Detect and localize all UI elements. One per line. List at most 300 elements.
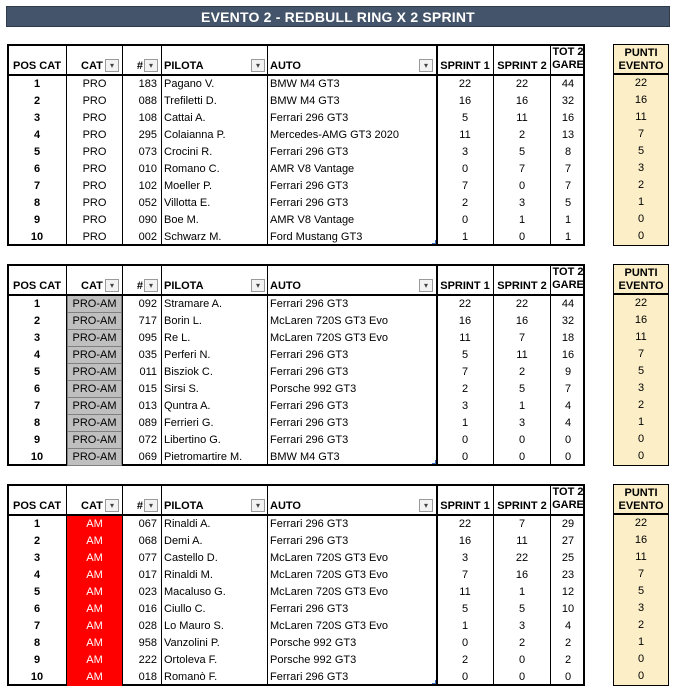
header-pos-cat: POS CAT: [13, 280, 62, 292]
sprint-2-cell: 0: [518, 654, 526, 666]
category-cell: AM: [67, 533, 122, 550]
pilota-cell: Rinaldi M.: [164, 569, 213, 581]
sprint-2-cell: 5: [518, 603, 526, 615]
auto-cell: McLaren 720S GT3 Evo: [270, 620, 389, 632]
sprint-1-cell: 0: [461, 163, 469, 175]
header-sprint-1: SPRINT 1: [440, 280, 490, 292]
auto-cell: Ferrari 296 GT3: [270, 146, 349, 158]
header-number: #: [136, 280, 143, 292]
auto-filter-button[interactable]: ▾: [419, 59, 433, 72]
category-cell: PRO-AM: [67, 330, 122, 347]
table-row: [9, 296, 583, 313]
header-tot-line-1: TOT 2: [552, 46, 584, 58]
pilota-cell: Pagano V.: [164, 78, 215, 90]
table-row: [9, 533, 583, 550]
auto-cell: Ferrari 296 GT3: [270, 366, 349, 378]
auto-cell: Ferrari 296 GT3: [270, 400, 349, 412]
category-cell: AM: [67, 601, 122, 618]
punti-evento-cell: 3: [637, 602, 645, 614]
pilota-cell: Ferrieri G.: [164, 417, 214, 429]
sprint-2-cell: 2: [518, 366, 526, 378]
category-cell: AM: [67, 567, 122, 584]
pilota-filter-button[interactable]: ▾: [251, 499, 265, 512]
auto-filter-button[interactable]: ▾: [419, 279, 433, 292]
pilota-cell: Romanò F.: [164, 671, 218, 683]
tot-gare-cell: 9: [564, 366, 572, 378]
car-number-cell: 068: [138, 535, 157, 547]
sprint-1-cell: 2: [461, 197, 469, 209]
category-cell: PRO-AM: [67, 347, 122, 364]
sprint-1-cell: 0: [461, 637, 469, 649]
category-cell: PRO-AM: [67, 313, 122, 330]
category-cell: PRO: [82, 214, 107, 226]
punti-evento-cell: 0: [637, 213, 645, 225]
header-punti-line-1: PUNTI: [624, 47, 658, 59]
punti-evento-cell: 0: [637, 670, 645, 682]
sprint-2-cell: 7: [518, 163, 526, 175]
header-pilota: PILOTA: [164, 280, 204, 292]
pilota-cell: Lo Mauro S.: [164, 620, 224, 632]
tot-gare-cell: 32: [561, 95, 575, 107]
category-cell: PRO-AM: [67, 364, 122, 381]
sprint-1-cell: 11: [459, 332, 471, 344]
punti-evento-cell: 16: [634, 314, 648, 326]
pos-cat-cell: 1: [33, 298, 41, 310]
sprint-1-cell: 11: [459, 129, 471, 141]
table-row: [9, 669, 583, 686]
sprint-2-cell: 0: [518, 231, 526, 243]
table-row: [9, 110, 583, 127]
pos-cat-cell: 7: [33, 620, 41, 632]
pilota-cell: Colaianna P.: [164, 129, 226, 141]
pos-cat-cell: 5: [33, 586, 41, 598]
pos-cat-cell: 3: [33, 552, 41, 564]
sprint-2-cell: 22: [515, 552, 529, 564]
table-resize-handle[interactable]: [432, 460, 436, 464]
car-number-cell: 017: [138, 569, 157, 581]
car-number-cell: 073: [138, 146, 157, 158]
punti-evento-cell: 22: [634, 517, 648, 529]
pilota-cell: Borin L.: [164, 315, 202, 327]
car-number-cell: 018: [138, 671, 157, 683]
pilota-cell: Trefiletti D.: [164, 95, 217, 107]
header-tot-line-2: GARE: [552, 279, 584, 291]
auto-cell: Ferrari 296 GT3: [270, 434, 349, 446]
punti-evento-cell: 11: [635, 111, 647, 123]
sprint-1-cell: 1: [461, 620, 469, 632]
tot-gare-cell: 7: [564, 180, 572, 192]
punti-evento-cell: 11: [635, 331, 647, 343]
punti-evento-table: [613, 484, 669, 686]
tot-gare-cell: 25: [561, 552, 575, 564]
table-row: [9, 567, 583, 584]
header-pilota: PILOTA: [164, 500, 204, 512]
pilota-cell: Quntra A.: [164, 400, 211, 412]
sprint-1-cell: 7: [461, 180, 469, 192]
table-row: [9, 212, 583, 229]
pilota-filter-button[interactable]: ▾: [251, 279, 265, 292]
sprint-2-cell: 2: [518, 637, 526, 649]
car-number-cell: 028: [138, 620, 157, 632]
sprint-1-cell: 0: [461, 671, 469, 683]
punti-evento-cell: 22: [634, 297, 648, 309]
category-cell: PRO-AM: [67, 432, 122, 449]
table-resize-handle[interactable]: [432, 680, 436, 684]
punti-evento-cell: 0: [637, 230, 645, 242]
sprint-2-cell: 0: [518, 434, 526, 446]
standings-block-am: [7, 484, 669, 686]
punti-evento-cell: 22: [634, 77, 648, 89]
header-tot-line-2: GARE: [552, 59, 584, 71]
pilota-cell: Ortoleva F.: [164, 654, 218, 666]
punti-evento-cell: 0: [637, 433, 645, 445]
header-punti-line-2: EVENTO: [618, 500, 664, 512]
sprint-1-cell: 3: [461, 400, 469, 412]
pos-cat-cell: 4: [33, 129, 41, 141]
auto-cell: Ferrari 296 GT3: [270, 349, 349, 361]
sprint-1-cell: 11: [459, 586, 471, 598]
header-sprint-1: SPRINT 1: [440, 60, 490, 72]
sprint-1-cell: 3: [461, 552, 469, 564]
header-auto: AUTO: [270, 500, 301, 512]
table-row: [9, 449, 583, 466]
sprint-2-cell: 22: [515, 78, 529, 90]
header-auto: AUTO: [270, 60, 301, 72]
auto-cell: Ferrari 296 GT3: [270, 671, 349, 683]
header-punti-line-2: EVENTO: [618, 280, 664, 292]
pos-cat-cell: 3: [33, 112, 41, 124]
car-number-cell: 108: [138, 112, 157, 124]
auto-cell: Ferrari 296 GT3: [270, 197, 349, 209]
car-number-cell: 183: [138, 78, 157, 90]
punti-evento-cell: 7: [637, 128, 645, 140]
punti-evento-cell: 7: [637, 568, 645, 580]
header-sprint-2: SPRINT 2: [497, 60, 547, 72]
tot-gare-cell: 7: [564, 383, 572, 395]
pos-cat-cell: 9: [33, 214, 41, 226]
header-punti-line-1: PUNTI: [624, 267, 658, 279]
standings-block-pro: [7, 44, 669, 246]
pos-cat-cell: 7: [33, 400, 41, 412]
car-number-cell: 088: [138, 95, 157, 107]
sprint-2-cell: 1: [518, 586, 526, 598]
header-tot-gare: [551, 266, 585, 294]
standings-table: [7, 484, 585, 686]
sprint-2-cell: 3: [518, 197, 526, 209]
table-row: [9, 229, 583, 246]
pos-cat-cell: 4: [33, 569, 41, 581]
car-number-cell: 092: [138, 298, 157, 310]
auto-cell: Ferrari 296 GT3: [270, 417, 349, 429]
sprint-1-cell: 2: [461, 654, 469, 666]
punti-evento-cell: 3: [637, 382, 645, 394]
header-punti-line-1: PUNTI: [624, 487, 658, 499]
table-row: [9, 432, 583, 449]
category-cell: AM: [67, 669, 122, 686]
pilota-cell: Crocini R.: [164, 146, 213, 158]
car-number-cell: 015: [138, 383, 157, 395]
auto-cell: Ferrari 296 GT3: [270, 298, 349, 310]
tot-gare-cell: 8: [564, 146, 572, 158]
sprint-2-cell: 16: [515, 95, 529, 107]
pos-cat-cell: 9: [33, 434, 41, 446]
sprint-2-cell: 2: [518, 129, 526, 141]
tot-gare-cell: 16: [561, 112, 575, 124]
tot-gare-cell: 13: [561, 129, 575, 141]
header-number: #: [136, 60, 143, 72]
category-cell: PRO: [82, 129, 107, 141]
category-cell: AM: [67, 584, 122, 601]
punti-evento-table: [613, 44, 669, 246]
table-row: [9, 618, 583, 635]
pos-cat-cell: 9: [33, 654, 41, 666]
table-row: [9, 347, 583, 364]
tot-gare-cell: 0: [564, 434, 572, 446]
pos-cat-cell: 1: [33, 78, 41, 90]
pos-cat-cell: 8: [33, 197, 41, 209]
standings-block-pro-am: [7, 264, 669, 466]
pos-cat-cell: 10: [30, 671, 44, 683]
sprint-1-cell: 16: [458, 535, 472, 547]
pilota-cell: Libertino G.: [164, 434, 221, 446]
sprint-1-cell: 5: [461, 349, 469, 361]
number-filter-button[interactable]: ▾: [144, 59, 158, 72]
category-cell: AM: [67, 516, 122, 533]
standings-table: [7, 44, 585, 246]
sprint-1-cell: 1: [461, 231, 469, 243]
header-pilota: PILOTA: [164, 60, 204, 72]
sprint-2-cell: 11: [516, 349, 528, 361]
category-cell: PRO-AM: [67, 449, 122, 466]
pos-cat-cell: 10: [30, 231, 44, 243]
punti-evento-cell: 3: [637, 162, 645, 174]
sprint-2-cell: 16: [515, 569, 529, 581]
car-number-cell: 069: [138, 451, 157, 463]
sprint-2-cell: 0: [518, 451, 526, 463]
pilota-filter-button[interactable]: ▾: [251, 59, 265, 72]
punti-evento-cell: 2: [637, 399, 645, 411]
car-number-cell: 010: [138, 163, 157, 175]
auto-filter-button[interactable]: ▾: [419, 499, 433, 512]
car-number-cell: 016: [138, 603, 157, 615]
pos-cat-cell: 5: [33, 366, 41, 378]
pilota-cell: Romano C.: [164, 163, 220, 175]
sprint-1-cell: 5: [461, 112, 469, 124]
header-punti-evento: [614, 485, 668, 515]
table-row: [9, 161, 583, 178]
pos-cat-cell: 7: [33, 180, 41, 192]
auto-cell: Ferrari 296 GT3: [270, 112, 349, 124]
table-row: [9, 93, 583, 110]
tot-gare-cell: 44: [561, 78, 575, 90]
table-row: [9, 652, 583, 669]
sprint-1-cell: 3: [461, 146, 469, 158]
header-cat-label: CAT: [81, 280, 103, 292]
header-tot-gare: [551, 46, 585, 74]
header-auto: AUTO: [270, 280, 301, 292]
pos-cat-cell: 6: [33, 383, 41, 395]
punti-evento-cell: 5: [637, 365, 645, 377]
sprint-2-cell: 16: [515, 315, 529, 327]
pos-cat-cell: 6: [33, 163, 41, 175]
car-number-cell: 958: [138, 637, 157, 649]
tot-gare-cell: 4: [564, 620, 572, 632]
header-punti-evento: [614, 265, 668, 295]
auto-cell: Porsche 992 GT3: [270, 637, 357, 649]
sprint-1-cell: 0: [461, 214, 469, 226]
pilota-cell: Villotta E.: [164, 197, 211, 209]
sprint-2-cell: 0: [518, 180, 526, 192]
header-pos-cat: POS CAT: [13, 500, 62, 512]
table-row: [9, 601, 583, 618]
number-filter-button[interactable]: ▾: [144, 279, 158, 292]
category-cell: PRO-AM: [67, 398, 122, 415]
table-row: [9, 178, 583, 195]
pilota-cell: Bisziok C.: [164, 366, 213, 378]
sprint-2-cell: 5: [518, 146, 526, 158]
car-number-cell: 077: [138, 552, 157, 564]
cat-filter-button[interactable]: ▾: [105, 279, 119, 292]
sprint-2-cell: 3: [518, 417, 526, 429]
sprint-1-cell: 22: [458, 78, 472, 90]
header-cat-label: CAT: [81, 60, 103, 72]
punti-evento-cell: 7: [637, 348, 645, 360]
punti-evento-cell: 1: [637, 416, 645, 428]
category-cell: AM: [67, 635, 122, 652]
punti-evento-cell: 1: [637, 636, 645, 648]
sprint-1-cell: 7: [461, 366, 469, 378]
tot-gare-cell: 7: [564, 163, 572, 175]
auto-cell: Ferrari 296 GT3: [270, 180, 349, 192]
cat-filter-button[interactable]: ▾: [105, 499, 119, 512]
pos-cat-cell: 1: [33, 518, 41, 530]
pilota-cell: Schwarz M.: [164, 231, 222, 243]
auto-cell: McLaren 720S GT3 Evo: [270, 586, 389, 598]
header-number: #: [136, 500, 143, 512]
auto-cell: Ford Mustang GT3: [270, 231, 363, 243]
pilota-cell: Sirsi S.: [164, 383, 199, 395]
pilota-cell: Moeller P.: [164, 180, 213, 192]
car-number-cell: 067: [138, 518, 157, 530]
number-filter-button[interactable]: ▾: [144, 499, 158, 512]
sprint-2-cell: 11: [516, 535, 528, 547]
pilota-cell: Demi A.: [164, 535, 203, 547]
pilota-cell: Ciullo C.: [164, 603, 206, 615]
car-number-cell: 222: [138, 654, 157, 666]
header-cat-label: CAT: [81, 500, 103, 512]
table-row: [9, 398, 583, 415]
sprint-1-cell: 16: [458, 315, 472, 327]
pilota-cell: Pietromartire M.: [164, 451, 243, 463]
tot-gare-cell: 2: [564, 637, 572, 649]
punti-evento-cell: 11: [635, 551, 647, 563]
auto-cell: Mercedes-AMG GT3 2020: [270, 129, 399, 141]
punti-evento-cell: 5: [637, 585, 645, 597]
sprint-1-cell: 0: [461, 451, 469, 463]
tot-gare-cell: 4: [564, 400, 572, 412]
header-tot-line-1: TOT 2: [552, 486, 584, 498]
auto-cell: BMW M4 GT3: [270, 95, 340, 107]
punti-evento-table: [613, 264, 669, 466]
tot-gare-cell: 44: [561, 298, 575, 310]
pos-cat-cell: 2: [33, 315, 41, 327]
pos-cat-cell: 2: [33, 95, 41, 107]
car-number-cell: 090: [138, 214, 157, 226]
auto-cell: BMW M4 GT3: [270, 78, 340, 90]
pos-cat-cell: 10: [30, 451, 44, 463]
car-number-cell: 095: [138, 332, 157, 344]
tot-gare-cell: 1: [564, 214, 572, 226]
sprint-2-cell: 1: [518, 400, 526, 412]
tot-gare-cell: 16: [561, 349, 575, 361]
pos-cat-cell: 6: [33, 603, 41, 615]
header-pos-cat: POS CAT: [13, 60, 62, 72]
sprint-1-cell: 5: [461, 603, 469, 615]
car-number-cell: 717: [138, 315, 157, 327]
pilota-cell: Rinaldi A.: [164, 518, 211, 530]
header-tot-line-2: GARE: [552, 499, 584, 511]
tot-gare-cell: 10: [561, 603, 575, 615]
tot-gare-cell: 5: [564, 197, 572, 209]
table-row: [9, 635, 583, 652]
punti-evento-cell: 2: [637, 619, 645, 631]
table-row: [9, 330, 583, 347]
tot-gare-cell: 18: [561, 332, 575, 344]
table-row: [9, 584, 583, 601]
cat-filter-button[interactable]: ▾: [105, 59, 119, 72]
punti-evento-cell: 16: [634, 94, 648, 106]
pilota-cell: Castello D.: [164, 552, 218, 564]
table-row: [9, 364, 583, 381]
page-title: EVENTO 2 - REDBULL RING X 2 SPRINT: [6, 6, 670, 27]
auto-cell: Porsche 992 GT3: [270, 654, 357, 666]
sprint-1-cell: 2: [461, 383, 469, 395]
sprint-1-cell: 1: [461, 417, 469, 429]
table-header-row: [9, 266, 583, 296]
tot-gare-cell: 27: [561, 535, 575, 547]
pos-cat-cell: 4: [33, 349, 41, 361]
category-cell: PRO: [82, 95, 107, 107]
car-number-cell: 013: [138, 400, 157, 412]
punti-evento-cell: 16: [634, 534, 648, 546]
pos-cat-cell: 5: [33, 146, 41, 158]
pilota-cell: Re L.: [164, 332, 191, 344]
table-row: [9, 195, 583, 212]
pilota-cell: Boe M.: [164, 214, 199, 226]
tot-gare-cell: 32: [561, 315, 575, 327]
sprint-2-cell: 7: [518, 332, 526, 344]
punti-evento-cell: 5: [637, 145, 645, 157]
auto-cell: Ferrari 296 GT3: [270, 518, 349, 530]
car-number-cell: 089: [138, 417, 157, 429]
auto-cell: McLaren 720S GT3 Evo: [270, 332, 389, 344]
category-cell: AM: [67, 550, 122, 567]
table-header-row: [9, 486, 583, 516]
tot-gare-cell: 2: [564, 654, 572, 666]
table-resize-handle[interactable]: [432, 240, 436, 244]
auto-cell: McLaren 720S GT3 Evo: [270, 569, 389, 581]
sprint-2-cell: 22: [515, 298, 529, 310]
category-cell: AM: [67, 652, 122, 669]
sprint-1-cell: 0: [461, 434, 469, 446]
punti-evento-cell: 0: [637, 653, 645, 665]
sprint-2-cell: 11: [516, 112, 528, 124]
standings-table: [7, 264, 585, 466]
car-number-cell: 295: [138, 129, 157, 141]
car-number-cell: 035: [138, 349, 157, 361]
category-cell: AM: [67, 618, 122, 635]
pilota-cell: Vanzolini P.: [164, 637, 220, 649]
